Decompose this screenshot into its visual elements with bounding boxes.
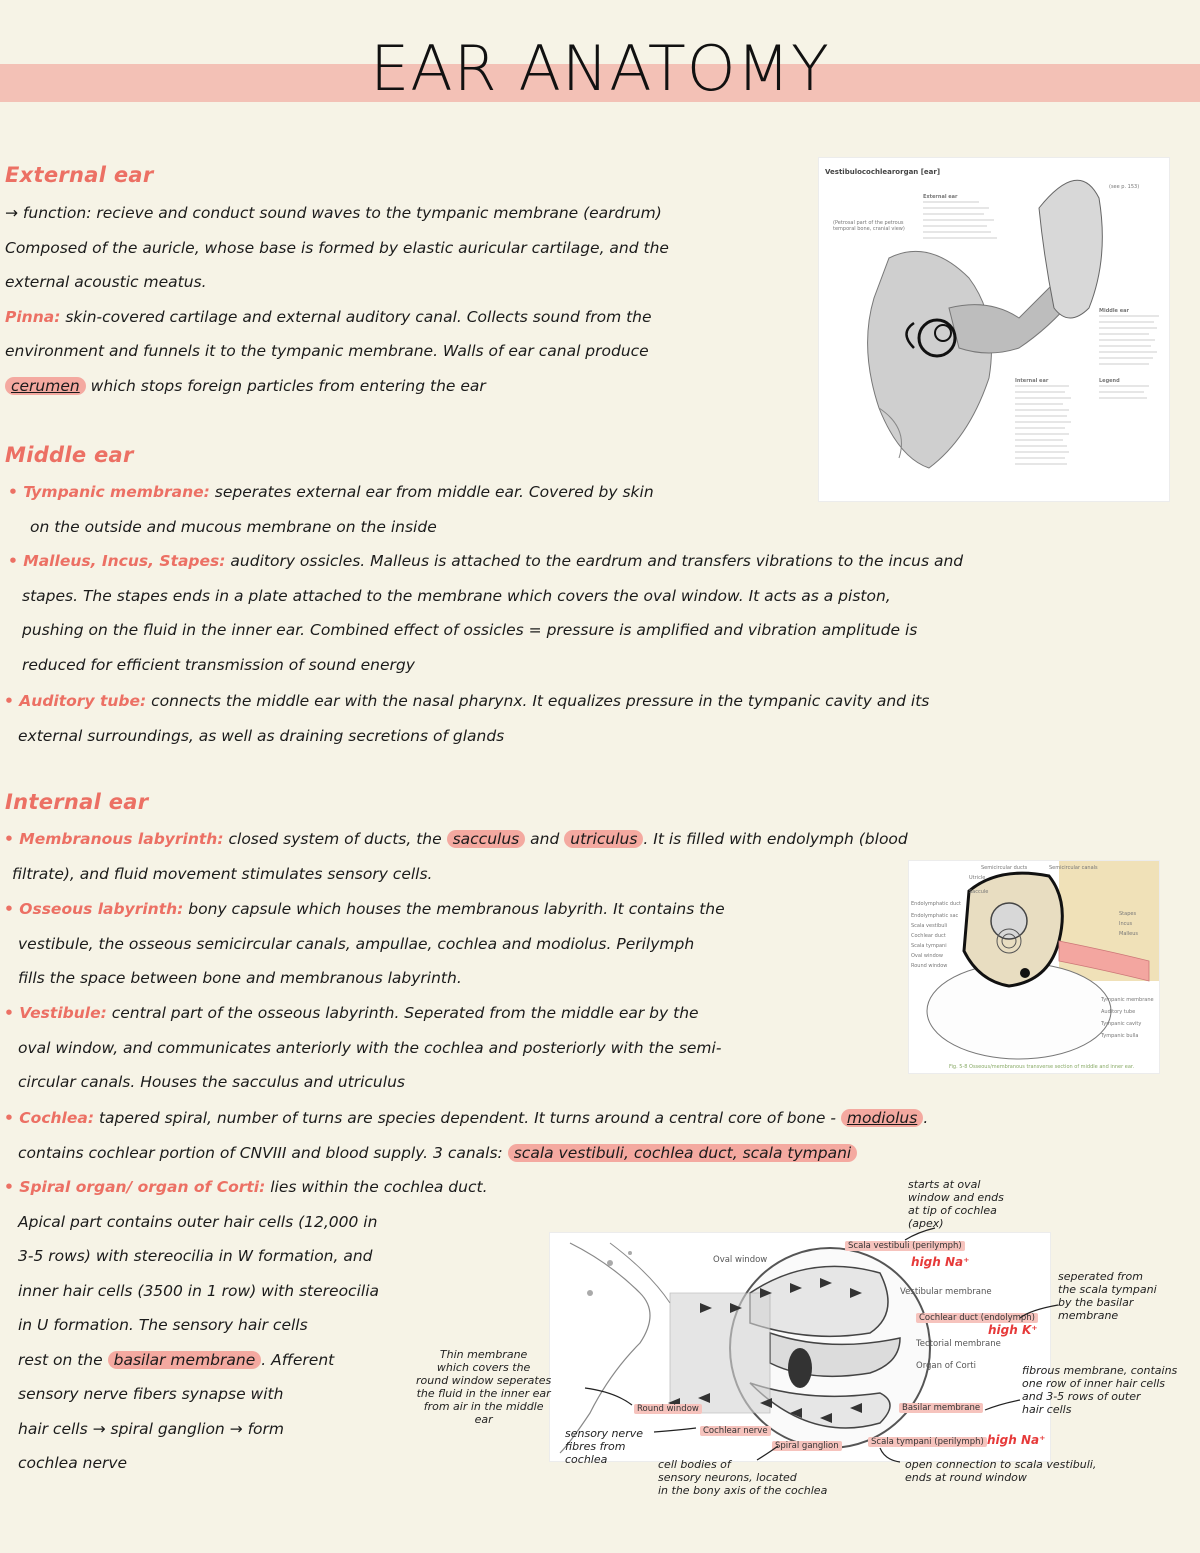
ml-line-2: filtrate), and fluid movement stimulates sensory cells. (12, 864, 433, 883)
cochlea-text (4, 1101, 1194, 1170)
fig1-legend-head: Legend (1099, 378, 1120, 384)
round-window-label: Round window (634, 1404, 702, 1414)
vestibule-term: • Vestibule: (4, 1004, 107, 1022)
ear-overview-illustration (819, 158, 1169, 501)
external-ear-heading: External ear (5, 163, 154, 187)
tm-line-1 (8, 475, 818, 510)
s-line-3: 3-5 rows) with stereocilia in W formation, and (18, 1247, 373, 1265)
ol-line-2: vestibule, the osseous semicircular canals, ampullae, cochlea and modiolus. Perilymph (18, 934, 695, 953)
s-text-6b: . Afferent (261, 1350, 335, 1369)
s-line-5: in U formation. The sensory hair cells (18, 1316, 308, 1334)
pinna-term: Pinna: (5, 307, 61, 326)
fig2-label-8: Scala tympani (911, 943, 947, 949)
ml-text-1b: . It is filled with endolymph (blood (643, 830, 908, 848)
fig2-label-7: Cochlear duct (911, 933, 946, 939)
external-ear-text (5, 196, 815, 403)
fig2-label-12: Auditory tube (1101, 1009, 1136, 1015)
fig1-external-head: External ear (923, 194, 958, 200)
note-high-na-1: high Na⁺ (911, 1255, 970, 1269)
modiolus-highlight: modiolus (841, 1109, 923, 1127)
pinna-line-1 (5, 300, 815, 335)
fig2-label-17: Tympanic bulla (1101, 1033, 1139, 1039)
basilar-membrane-label: Basilar membrane (899, 1403, 983, 1413)
at-text-1: connects the middle ear with the nasal pharynx. It equalizes pressure in the tympanic cavity and its (151, 692, 930, 710)
ml-line-1 (4, 822, 1194, 857)
ear-overview-figure (818, 157, 1170, 502)
v-line-2: oval window, and communicates anteriorly with the cochlea and posteriorly with the semi- (18, 1038, 722, 1057)
s-line-9: cochlea nerve (18, 1454, 128, 1472)
oval-window-label: Oval window (713, 1255, 768, 1265)
s-line-1 (4, 1170, 604, 1205)
mis-line-3: pushing on the fluid in the inner ear. Combined effect of ossicles = pressure is amplified and vibration amplitude is (22, 621, 918, 639)
ml-and: and (530, 830, 560, 848)
tm-text-1: seperates external ear from middle ear. Covered by skin (214, 483, 654, 501)
mis-line-4: reduced for efficient transmission of sound energy (22, 655, 415, 674)
canals-highlight: scala vestibuli, cochlea duct, scala tympani (508, 1144, 858, 1162)
ol-line-1 (4, 892, 899, 927)
c-line-1: • Cochlea: tapered spiral, number of turns are species dependent. It turns around a central core of bone - modiolus . (4, 1109, 929, 1127)
s-line-4: inner hair cells (3500 in 1 row) with stereocilia (18, 1281, 379, 1300)
pinna-line-2: environment and funnels it to the tympanic membrane. Walls of ear canal produce (5, 342, 649, 360)
fig1-middle-head: Middle ear (1099, 308, 1129, 314)
fig2-label-9: Oval window (911, 953, 943, 959)
note-starts-oval-window: starts at oval window and ends at tip of cochlea (apex) (908, 1178, 1004, 1230)
mis-line-2: stapes. The stapes ends in a plate attached to the membrane which covers the oval window. It acts as a piston, (22, 586, 891, 605)
cochlear-nerve-label: Cochlear nerve (700, 1426, 771, 1436)
scala-tympani-label: Scala tympani (perilymph) (868, 1437, 987, 1447)
fig2-label-0: Semicircular ducts (981, 865, 1028, 871)
mis-text-1: auditory ossicles. Malleus is attached to the eardrum and transfers vibrations to the incus and (230, 552, 964, 570)
v-text-1: central part of the osseous labyrinth. Seperated from the middle ear by the (111, 1004, 699, 1022)
cerumen-highlight: cerumen (5, 377, 86, 395)
osseous-labyrinth-text (4, 892, 899, 996)
ol-text-1: bony capsule which houses the membranous labyrith. It contains the (188, 900, 725, 918)
membranous-labyrinth-term: • Membranous labyrinth: (4, 830, 224, 848)
mis-line-1 (8, 544, 1193, 579)
fig1-title: Vestibulocochlearorgan [ear] (825, 168, 941, 176)
fig2-label-3: Saccule (969, 889, 989, 895)
v-line-3: circular canals. Houses the sacculus and utriculus (18, 1073, 405, 1091)
note-open-connection: open connection to scala vestibuli, ends at round window (905, 1458, 1097, 1484)
sacculus-highlight: sacculus (447, 830, 526, 848)
pinna-text-1: skin-covered cartilage and external auditory canal. Collects sound from the (65, 307, 652, 326)
middle-ear-heading: Middle ear (5, 443, 134, 467)
fig2-label-14: Stapes (1119, 911, 1137, 917)
at-line-2: external surroundings, as well as draining secretions of glands (18, 726, 505, 745)
external-line-3: external acoustic meatus. (5, 273, 207, 291)
c-text-2: contains cochlear portion of CNVIII and blood supply. 3 canals: (18, 1143, 503, 1162)
at-line-1 (4, 684, 1194, 719)
external-line-1: → function: recieve and conduct sound waves to the tympanic membrane (eardrum) (5, 204, 662, 222)
fig2-label-15: Incus (1119, 921, 1133, 927)
cochlea-term: • Cochlea: (4, 1109, 95, 1127)
ol-line-3: fills the space between bone and membranous labyrinth. (18, 969, 462, 987)
fig2-label-10: Round window (911, 963, 948, 969)
ossicles-text (8, 544, 1193, 682)
pinna-line-3 (5, 369, 815, 404)
tm-line-2: on the outside and mucous membrane on the inside (30, 517, 437, 536)
fig2-label-1: Semicircular canals (1049, 865, 1098, 871)
fig2-label-5: Endolymphatic sac (911, 913, 959, 919)
tympanic-membrane-text (8, 475, 818, 544)
fig2-label-2: Utricle (969, 875, 986, 881)
fig2-label-11: Tympanic membrane (1101, 997, 1154, 1003)
pinna-text-3: which stops foreign particles from entering the ear (90, 376, 486, 395)
auditory-tube-term: • Auditory tube: (4, 692, 147, 710)
labyrinth-section-figure (908, 860, 1160, 1074)
ml-text-1a: closed system of ducts, the (228, 830, 442, 848)
tympanic-membrane-term: • Tympanic membrane: (8, 483, 210, 501)
c-text-1: tapered spiral, number of turns are species dependent. It turns around a central core of bone - (98, 1109, 836, 1127)
fig2-label-13: Tympanic cavity (1101, 1021, 1142, 1027)
organ-of-corti-label: Organ of Corti (916, 1361, 976, 1371)
note-high-na-2: high Na⁺ (987, 1433, 1046, 1447)
fig1-ref: (see p. 153) (1109, 184, 1140, 190)
note-sensory-fibres: sensory nerve fibres from cochlea (565, 1427, 643, 1466)
note-seperated: seperated from the scala tympani by the basilar membrane (1058, 1270, 1157, 1322)
v-line-1 (4, 996, 899, 1031)
s-line-7: sensory nerve fibers synapse with (18, 1385, 284, 1403)
s-text-1: lies within the cochlea duct. (270, 1178, 488, 1196)
s-line-2: Apical part contains outer hair cells (12,000 in (18, 1212, 378, 1231)
note-thin-membrane: Thin membrane which covers the round window seperates the fluid in the inner ear from air in the middle ear (416, 1348, 552, 1426)
spiral-organ-text (4, 1170, 604, 1481)
fig1-internal-head: Internal ear (1015, 378, 1049, 384)
fig2-label-6: Scala vestibuli (911, 923, 948, 929)
fig1-left-note: (Petrosal part of the petrous temporal bone, cranial view) (833, 220, 905, 232)
internal-ear-heading: Internal ear (5, 790, 149, 814)
utriculus-highlight: utriculus (564, 830, 643, 848)
vestibular-membrane-label: Vestibular membrane (900, 1287, 992, 1297)
fig2-label-4: Endolymphatic duct (911, 901, 961, 907)
c-line-2 (4, 1136, 1194, 1171)
page-title: EAR ANATOMY (370, 32, 830, 105)
tectorial-membrane-label: Tectorial membrane (916, 1339, 1001, 1349)
osseous-labyrinth-term: • Osseous labyrinth: (4, 900, 184, 918)
cochlear-duct-label: Cochlear duct (endolymph) (916, 1313, 1038, 1323)
external-line-2: Composed of the auricle, whose base is formed by elastic auricular cartilage, and the (5, 238, 669, 257)
spiral-organ-term: • Spiral organ/ organ of Corti: (4, 1178, 266, 1196)
fig2-caption: Fig. 5-8 Osseous/membranous transverse section of middle and inner ear. (949, 1064, 1135, 1070)
ossicles-term: • Malleus, Incus, Stapes: (8, 552, 226, 570)
basilar-membrane-highlight: basilar membrane (108, 1351, 262, 1369)
spiral-ganglion-label: Spiral ganglion (772, 1441, 842, 1451)
fig2-label-16: Malleus (1119, 931, 1139, 937)
s-line-8: hair cells → spiral ganglion → form (18, 1419, 285, 1438)
note-cell-bodies: cell bodies of sensory neurons, located in the bony axis of the cochlea (658, 1458, 828, 1497)
auditory-tube-text (4, 684, 1194, 753)
note-fibrous-membrane: fibrous membrane, contains one row of inner hair cells and 3-5 rows of outer hair cells (1022, 1364, 1178, 1416)
note-high-k: high K⁺ (988, 1323, 1038, 1337)
scala-vestibuli-label: Scala vestibuli (perilymph) (845, 1241, 965, 1251)
s-text-6a: rest on the (18, 1350, 103, 1369)
vestibule-text (4, 996, 899, 1100)
